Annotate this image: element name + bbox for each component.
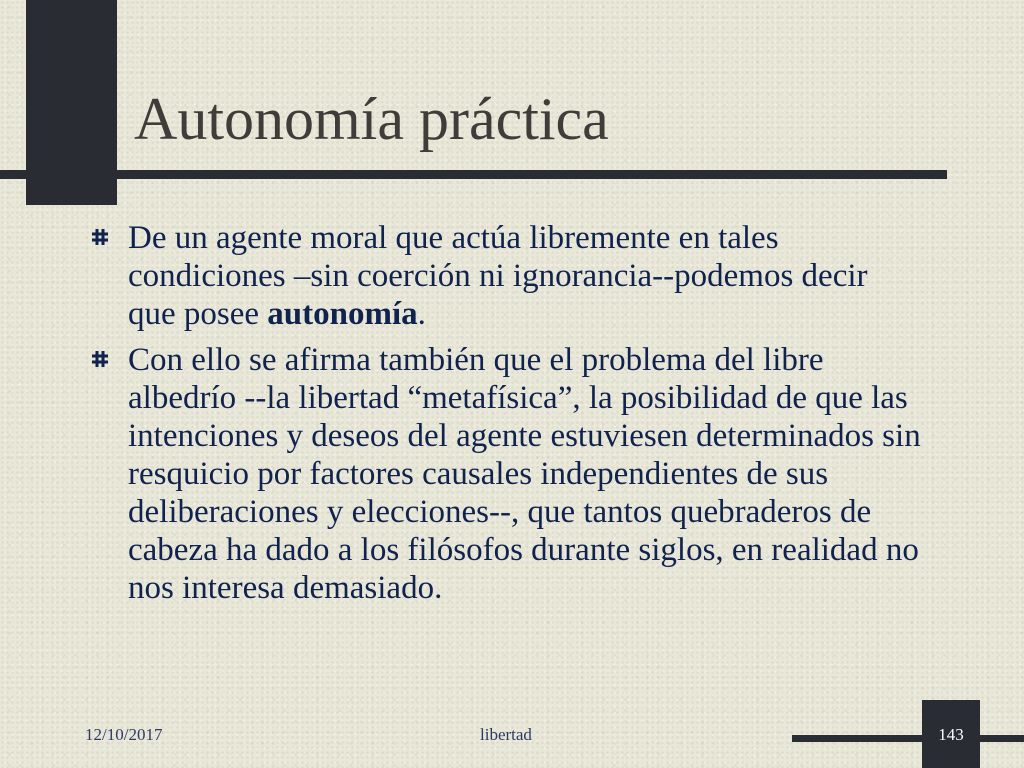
bullet-list xyxy=(92,219,922,615)
footer-title: libertad xyxy=(480,725,532,744)
decorative-bar-top xyxy=(0,170,947,179)
bullet-item xyxy=(92,341,922,607)
emphasis-text: autonomía xyxy=(267,296,418,332)
hash-bullet-icon xyxy=(92,351,108,367)
bullet-text: Con ello se afirma también que el problema del libre albedrío --la libertad “metafísica”, la posibilidad de que las intenciones y deseos del agente estuviesen determinados sin resquicio por factores causales independientes de sus deliberaciones y elecciones--, que tantos quebraderos de cabeza ha dado a los filósofos durante siglos, en realidad no nos interesa demasiado. xyxy=(128,342,921,606)
page-number: 143 xyxy=(938,725,964,744)
slide-title: Autonomía práctica xyxy=(134,86,609,152)
bullet-text: De un agente moral que actúa libremente en tales condiciones –sin coerción ni ignorancia--podemos decir que posee autonomía. xyxy=(128,220,868,332)
bullet-item xyxy=(92,219,922,333)
footer-date: 12/10/2017 xyxy=(85,725,163,744)
hash-bullet-icon xyxy=(92,229,108,245)
decorative-bar-bottom xyxy=(792,735,1024,742)
